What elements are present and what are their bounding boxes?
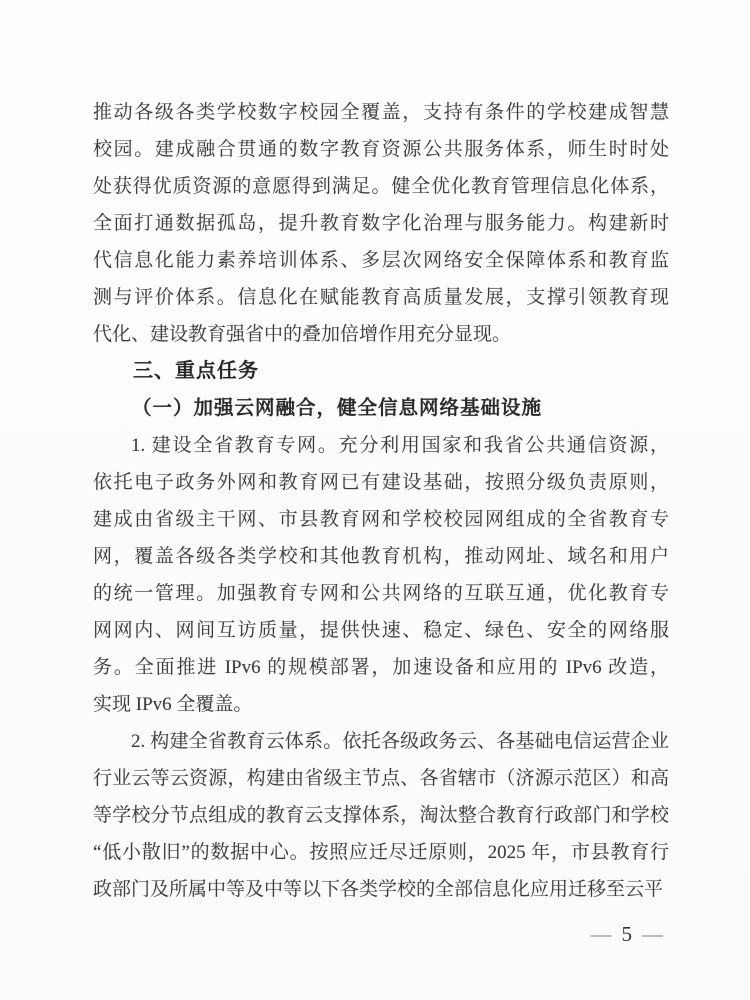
text-line: 务。全面推进 IPv6 的规模部署，加速设备和应用的 IPv6 改造， xyxy=(93,657,669,678)
subsection-heading: （一）加强云网融合，健全信息网络基础设施 xyxy=(132,398,543,419)
text-line: 建成由省级主干网、市县教育网和学校校园网组成的全省教育专 xyxy=(93,509,669,530)
text-line: 代信息化能力素养培训体系、多层次网络安全保障体系和教育监 xyxy=(93,250,669,271)
text-line: 依托电子政务外网和教育网已有建设基础，按照分级负责原则， xyxy=(93,472,669,493)
text-line: 网，覆盖各级各类学校和其他教育机构，推动网址、域名和用户 xyxy=(93,546,669,567)
text-line: 的统一管理。加强教育专网和公共网络的互联互通，优化教育专 xyxy=(93,583,669,604)
paragraph-continuation xyxy=(93,94,669,353)
text-line: 推动各级各类学校数字校园全覆盖，支持有条件的学校建成智慧 xyxy=(93,102,669,123)
document-body xyxy=(93,94,669,908)
text-line: 政部门及所属中等及中等以下各类学校的全部信息化应用迁移至云平 xyxy=(93,879,664,900)
text-line: 1. 建设全省教育专网。充分利用国家和我省公共通信资源， xyxy=(131,435,669,456)
paragraph-item-2 xyxy=(93,723,669,908)
text-line: 等学校分节点组成的教育云支撑体系，淘汰整合教育行政部门和学校 xyxy=(93,805,669,826)
text-line: 网网内、网间互访质量，提供快速、稳定、绿色、安全的网络服 xyxy=(93,620,669,641)
paragraph-item-1 xyxy=(93,427,669,723)
text-line: 处获得优质资源的意愿得到满足。健全优化教育管理信息化体系， xyxy=(93,176,669,197)
text-line: “低小散旧”的数据中心。按照应迁尽迁原则，2025 年，市县教育行 xyxy=(93,842,669,863)
section-heading: 三、重点任务 xyxy=(133,360,259,382)
text-line: 校园。建成融合贯通的数字教育资源公共服务体系，师生时时处 xyxy=(93,139,669,160)
text-line: 全面打通数据孤岛，提升教育数字化治理与服务能力。构建新时 xyxy=(93,213,669,234)
page-number-dash-left: — xyxy=(590,922,612,946)
text-line: 代化、建设教育强省中的叠加倍增作用充分显现。 xyxy=(93,324,512,345)
text-line: 测与评价体系。信息化在赋能教育高质量发展，支撑引领教育现 xyxy=(93,287,669,308)
page-number xyxy=(0,919,663,949)
text-line: 2. 构建全省教育云体系。依托各级政务云、各基础电信运营企业 xyxy=(131,731,669,752)
page-number-dash-right: — xyxy=(642,922,663,946)
page-number-value: 5 xyxy=(621,922,632,946)
text-line: 行业云等云资源，构建由省级主节点、各省辖市（济源示范区）和高 xyxy=(93,768,669,789)
text-line: 实现 IPv6 全覆盖。 xyxy=(93,694,253,715)
